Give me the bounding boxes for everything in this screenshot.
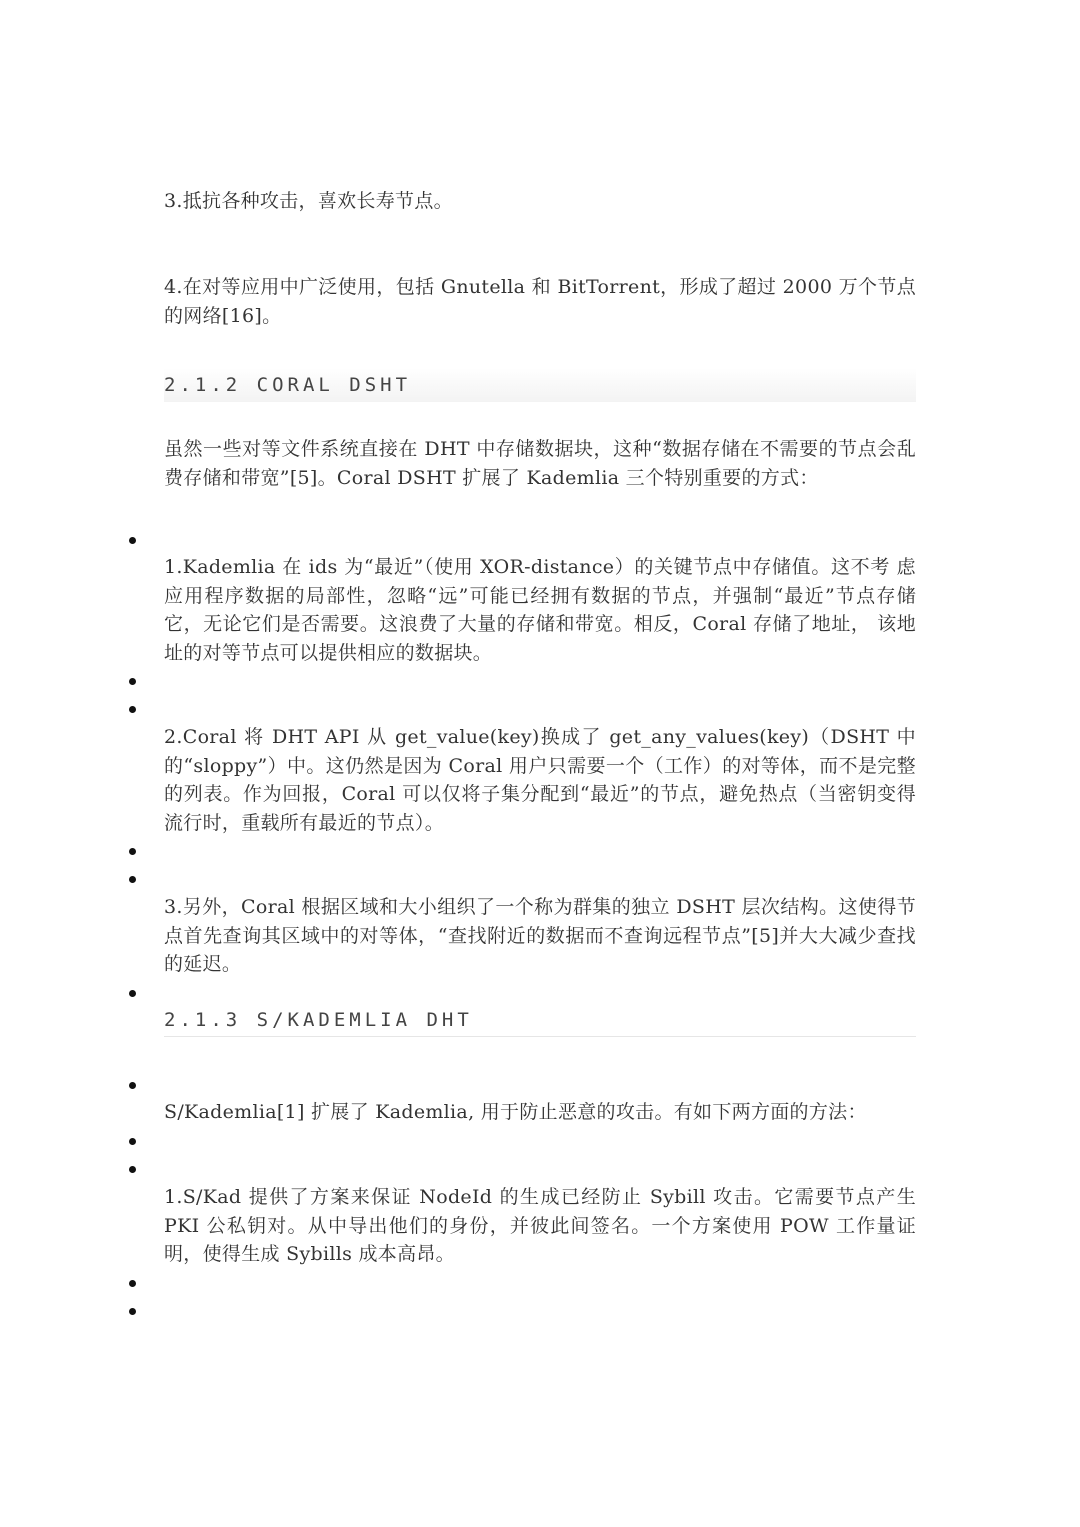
paragraph: 4.在对等应用中广泛使用，包括 Gnutella 和 BitTorrent，形成了超过 2000 万个节点的网络[16]。 bbox=[164, 276, 916, 327]
bullet-icon bbox=[129, 706, 136, 713]
bullet-icon bbox=[129, 876, 136, 883]
paragraph: 3.抵抗各种攻击，喜欢长寿节点。 bbox=[164, 190, 453, 212]
list-item: 3.另外，Coral 根据区域和大小组织了一个称为群集的独立 DSHT 层次结构。这使得节点首先查询其区域中的对等体，“查找附近的数据而不查询远程节点”[5]并大大减少查找的延迟。 bbox=[164, 896, 916, 975]
paragraph: S/Kademlia[1] 扩展了 Kademlia, 用于防止恶意的攻击。有如下两方面的方法： bbox=[164, 1101, 867, 1123]
bullet-icon bbox=[129, 848, 136, 855]
bullet-icon bbox=[129, 1082, 136, 1089]
list-item: 2.Coral 将 DHT API 从 get_value(key)换成了 get_any_values(key)（DSHT 中的“sloppy”）中。这仍然是因为 Coral 用户只需要一个（工作）的对等体，而不是完整的列表。作为回报，Coral 可以仅将子集分配到“最近”的节点，避免热点（当密钥变得流行时，重载所有最近的节点）。 bbox=[164, 726, 916, 834]
bullet-icon bbox=[129, 537, 136, 544]
bullet-icon bbox=[129, 1138, 136, 1145]
list-item: 1.S/Kad 提供了方案来保证 NodeId 的生成已经防止 Sybill 攻击。它需要节点产生 PKI 公私钥对。从中导出他们的身份，并彼此间签名。一个方案使用 POW 工作量证明，使得生成 Sybills 成本高昂。 bbox=[164, 1186, 916, 1265]
paragraph: 虽然一些对等文件系统直接在 DHT 中存储数据块，这种“数据存储在不需要的节点会乱费存储和带宽”[5]。Coral DSHT 扩展了 Kademlia 三个特别重要的方式： bbox=[164, 438, 916, 489]
bullet-icon bbox=[129, 1280, 136, 1287]
bullet-icon bbox=[129, 1308, 136, 1315]
list-item: 1.Kademlia 在 ids 为“最近”（使用 XOR-distance）的关键节点中存储值。这不考 虑应用程序数据的局部性，忽略“远”可能已经拥有数据的节点，并强制“最近”节点存储它，无论它们是否需要。这浪费了大量的存储和带宽。相反，Coral 存储了地址， 该地址的对等节点可以提供相应的数据块。 bbox=[164, 556, 916, 664]
section-heading: 2.1.2 CORAL DSHT bbox=[164, 368, 916, 402]
bullet-icon bbox=[129, 678, 136, 685]
section-heading: 2.1.3 S/KADEMLIA DHT bbox=[164, 1004, 916, 1037]
bullet-icon bbox=[129, 990, 136, 997]
bullet-icon bbox=[129, 1166, 136, 1173]
